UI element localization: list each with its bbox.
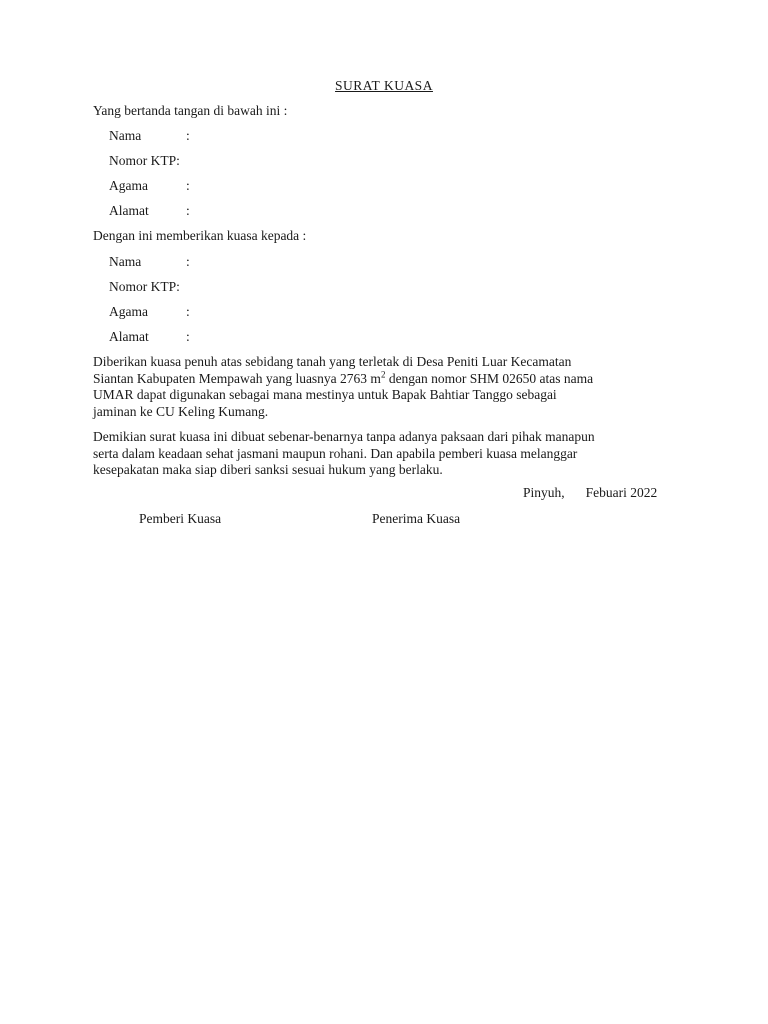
superscript: 2 <box>380 369 386 379</box>
paragraph-line: Diberikan kuasa penuh atas sebidang tanah yang terletak di Desa Peniti Luar Kecamatan <box>93 354 572 369</box>
field-label: Nama <box>109 254 142 269</box>
field-label: Alamat <box>109 203 149 218</box>
field-label: Agama <box>109 178 148 193</box>
field-label: Nomor KTP <box>109 279 177 294</box>
declaration-paragraph <box>93 429 675 479</box>
document-title: SURAT KUASA <box>335 78 433 93</box>
place-date <box>523 485 657 501</box>
grantor-field-ktp <box>109 153 180 169</box>
paragraph-line: kesepakatan maka siap diberi sanksi sesuai hukum yang berlaku. <box>93 462 443 477</box>
paragraph-line: Demikian surat kuasa ini dibuat sebenar-benarnya tanpa adanya paksaan dari pihak manapun <box>93 429 595 444</box>
date: Febuari 2022 <box>585 485 658 500</box>
grantee-intro: Dengan ini memberikan kuasa kepada : <box>93 228 307 243</box>
grantor-field-name <box>109 128 190 144</box>
field-separator: : <box>176 279 180 294</box>
signatory-grantee: Penerima Kuasa <box>372 511 461 526</box>
paragraph-line: serta dalam keadaan sehat jasmani maupun rohani. Dan apabila pemberi kuasa melanggar <box>93 445 578 461</box>
grantor-field-address <box>109 203 190 219</box>
grantor-field-religion <box>109 178 190 194</box>
place: Pinyuh, <box>523 485 565 500</box>
field-separator: : <box>186 304 190 319</box>
grantor-intro: Yang bertanda tangan di bawah ini : <box>93 103 288 118</box>
grantee-field-ktp <box>109 279 180 295</box>
field-separator: : <box>186 329 190 344</box>
paragraph-line: UMAR dapat digunakan sebagai mana mestinya untuk Bapak Bahtiar Tanggo sebagai <box>93 387 557 402</box>
field-separator: : <box>176 153 180 168</box>
authorization-paragraph <box>93 354 675 420</box>
grantee-field-address <box>109 329 190 345</box>
paragraph-line: Siantan Kabupaten Mempawah yang luasnya 2763 $m^2$ dengan nomor SHM 02650 atas nama <box>93 369 594 386</box>
field-label: Agama <box>109 304 148 319</box>
field-separator: : <box>186 203 190 218</box>
grantee-field-religion <box>109 304 190 320</box>
field-separator: : <box>186 128 190 143</box>
field-separator: : <box>186 178 190 193</box>
field-separator: : <box>186 254 190 269</box>
grantee-field-name <box>109 254 190 270</box>
field-label: Nama <box>109 128 142 143</box>
signatory-grantor: Pemberi Kuasa <box>139 511 222 526</box>
paragraph-line: jaminan ke CU Keling Kumang. <box>93 403 269 419</box>
field-label: Nomor KTP <box>109 153 177 168</box>
field-label: Alamat <box>109 329 149 344</box>
